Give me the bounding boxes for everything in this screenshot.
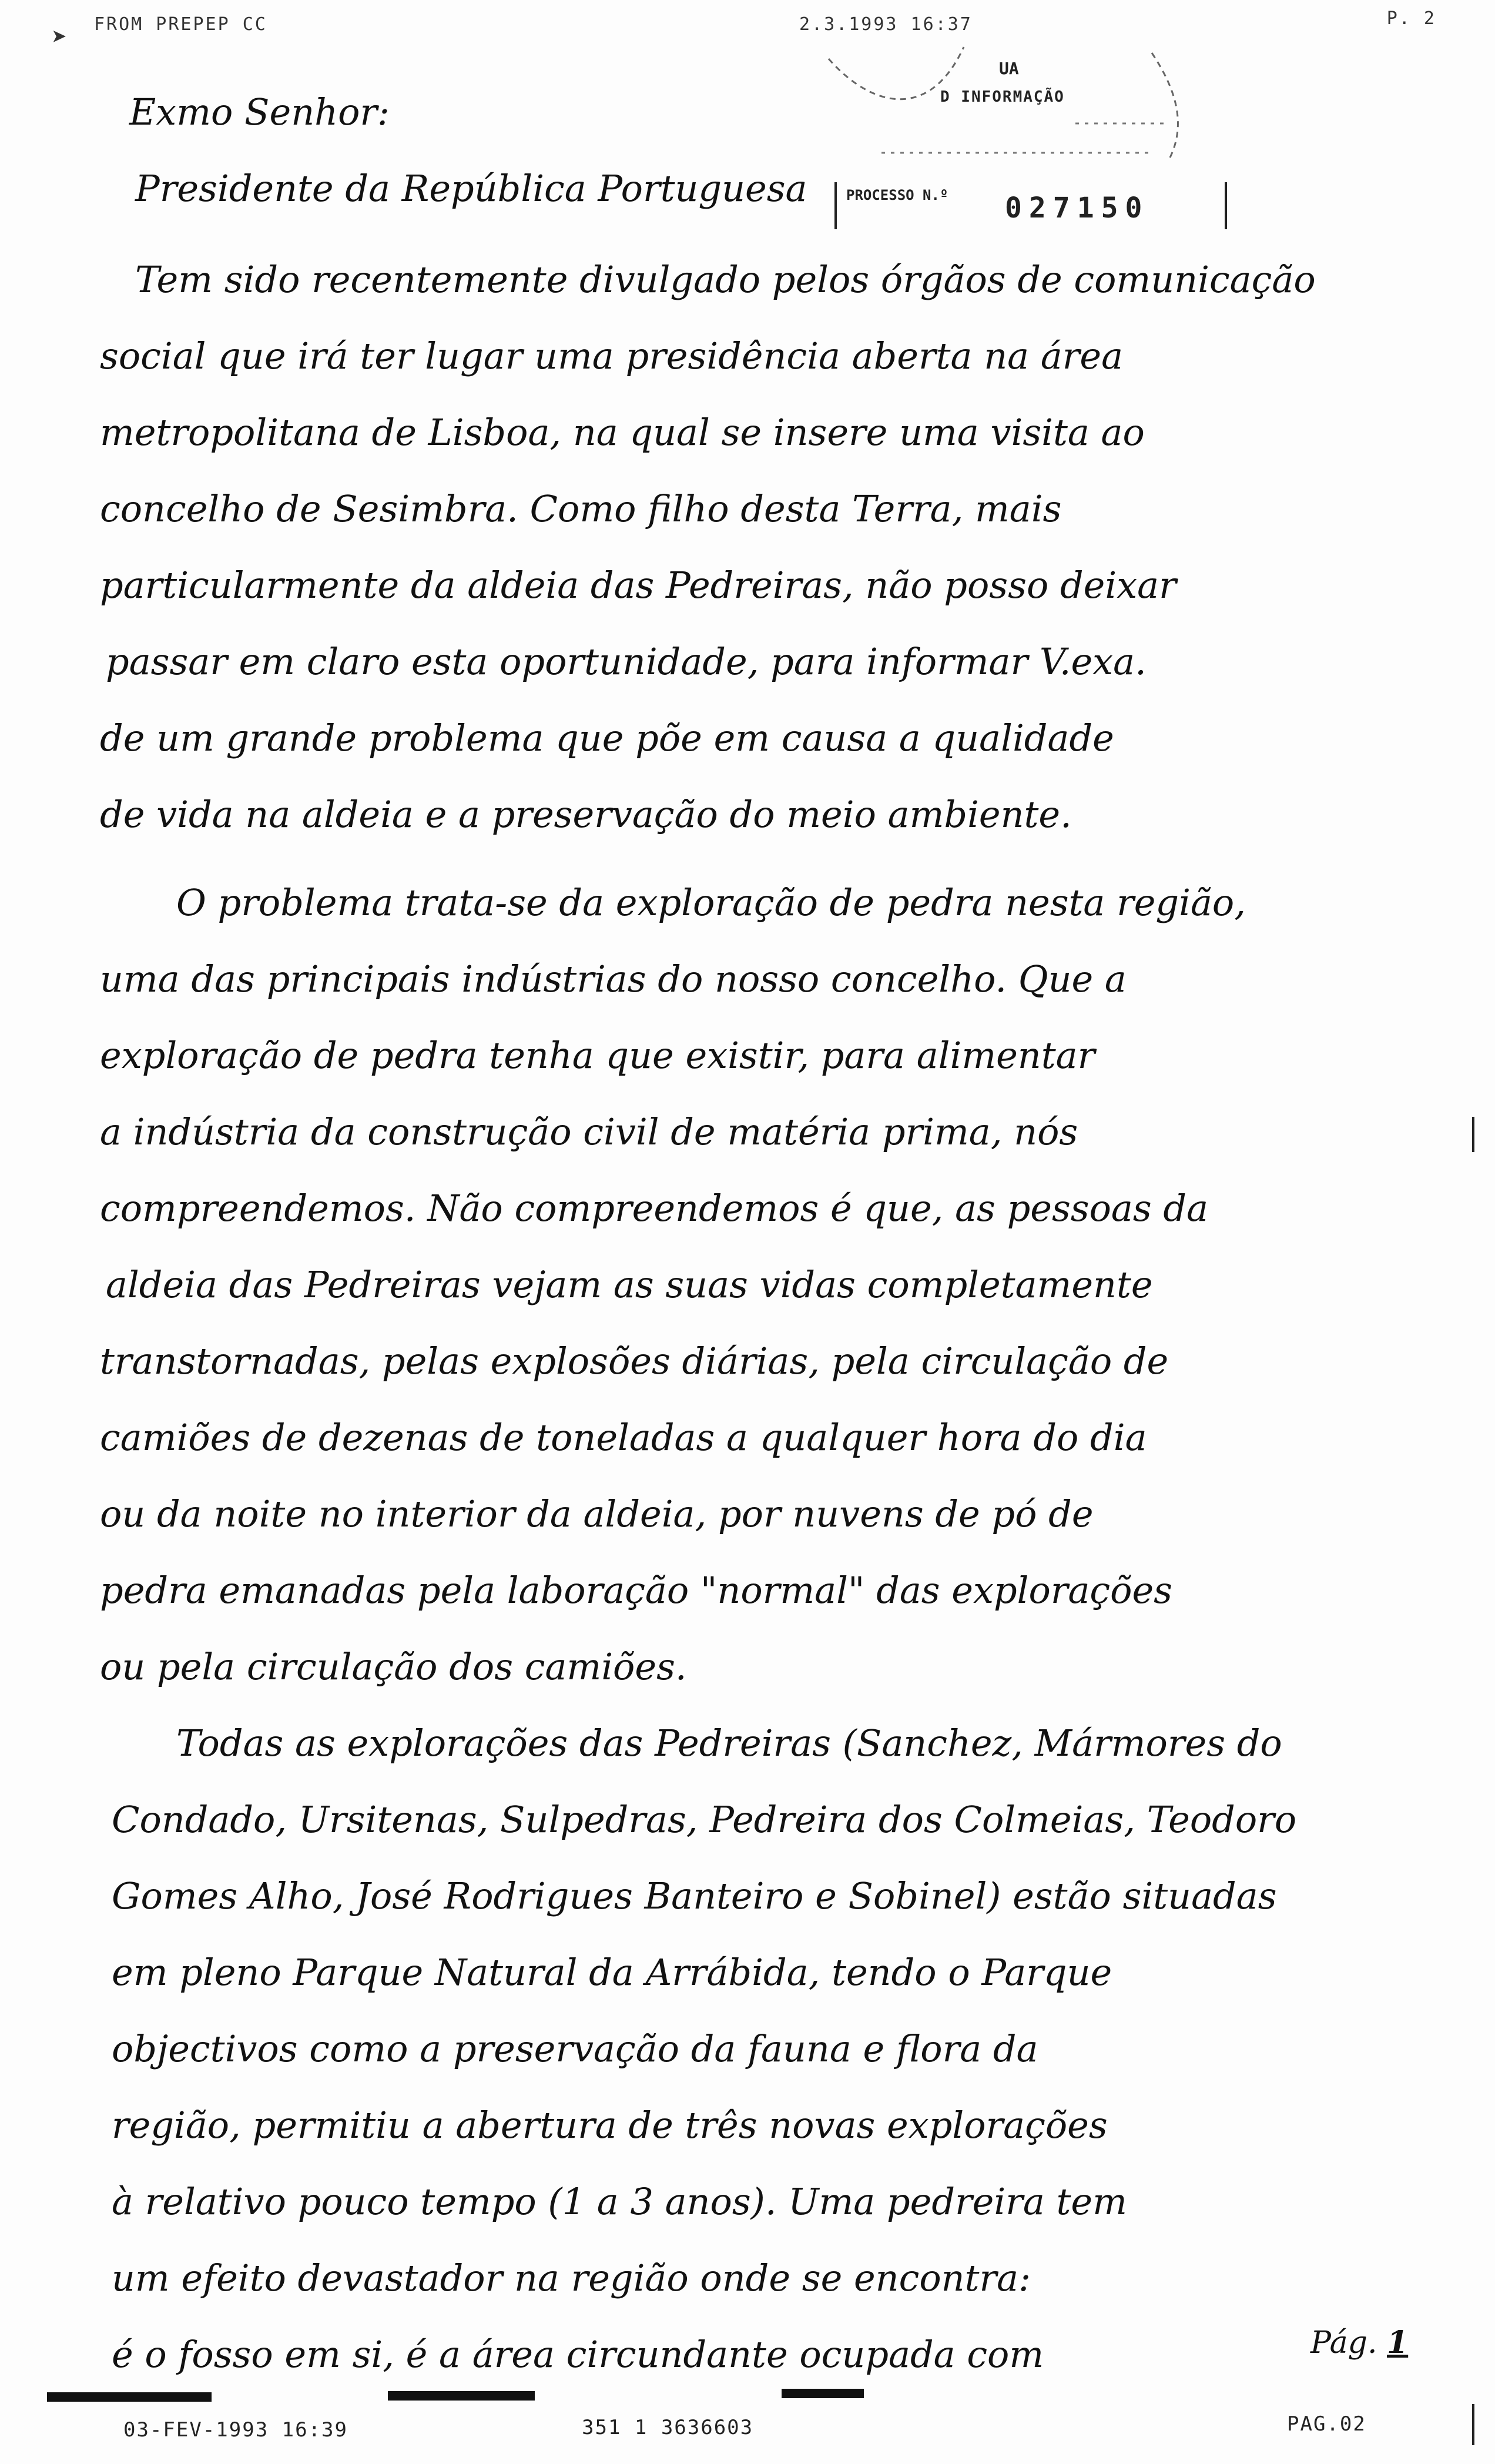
letter-line: de vida na aldeia e a preservação do meio ambiente. [100,793,1072,836]
letter-salutation: Exmo Senhor: [129,91,390,133]
fax-from: FROM PREPEP CC [94,14,267,35]
stamp-org-line1: UA [999,59,1019,78]
letter-line: Gomes Alho, José Rodrigues Banteiro e Sobinel) estão situadas [112,1874,1277,1917]
fax-footer-bar [47,2392,212,2402]
letter-addressee: Presidente da República Portuguesa [135,167,807,210]
fax-footer [0,2386,1495,2457]
letter-line: pedra emanadas pela laboração "normal" das explorações [100,1569,1172,1612]
stamp-org-line2: D INFORMAÇÃO [940,88,1065,106]
page-mark-number: 1 [1387,2325,1409,2361]
letter-line: compreendemos. Não compreendemos é que, as pessoas da [100,1187,1209,1230]
letter-line: ou pela circulação dos camiões. [100,1645,687,1688]
letter-line: social que irá ter lugar uma presidência aberta na área [100,334,1124,377]
fax-footer-phone: 351 1 3636603 [582,2416,754,2439]
scan-edge-mark [1472,1117,1474,1152]
letter-line: em pleno Parque Natural da Arrábida, tendo o Parque [112,1951,1112,1994]
fax-footer-bar [782,2389,864,2398]
letter-line: é o fosso em si, é a área circundante ocupada com [112,2333,1044,2376]
letter-line: aldeia das Pedreiras vejam as suas vidas completamente [106,1263,1153,1306]
letter-line: particularmente da aldeia das Pedreiras, não posso deixar [100,564,1176,607]
registry-stamp [823,35,1234,225]
letter-line: metropolitana de Lisboa, na qual se insere uma visita ao [100,411,1145,454]
letter-line: objectivos como a preservação da fauna e flora da [112,2027,1038,2070]
fax-footer-bar [388,2391,535,2401]
letter-line: passar em claro esta oportunidade, para informar V.exa. [106,640,1147,683]
letter-line: exploração de pedra tenha que existir, para alimentar [100,1034,1095,1077]
letter-line: ou da noite no interior da aldeia, por nuvens de pó de [100,1492,1094,1535]
stamp-process-number: 027150 [1005,192,1149,225]
letter-line: O problema trata-se da exploração de pedra nesta região, [176,881,1246,924]
fax-page-number: P. 2 [1386,8,1436,29]
letter-line: Tem sido recentemente divulgado pelos órgãos de comunicação [135,258,1316,301]
fax-footer-timestamp: 03-FEV-1993 16:39 [123,2418,348,2442]
letter-line: camiões de dezenas de toneladas a qualquer hora do dia [100,1416,1147,1459]
fax-timestamp: 2.3.1993 16:37 [799,14,973,35]
letter-line: a indústria da construção civil de matéria prima, nós [100,1110,1078,1153]
letter-line: transtornadas, pelas explosões diárias, pela circulação de [100,1340,1169,1382]
stamp-seal-icon [823,35,1234,176]
letter-line: região, permitiu a abertura de três novas explorações [112,2104,1108,2147]
scan-edge-mark [1472,2404,1474,2445]
letter-line: uma das principais indústrias do nosso concelho. Que a [100,958,1127,1000]
letter-line: de um grande problema que põe em causa a qualidade [100,717,1114,759]
page-mark-label: Pág. [1310,2325,1377,2361]
letter-line: à relativo pouco tempo (1 a 3 anos). Uma pedreira tem [112,2180,1127,2223]
letter-line: concelho de Sesimbra. Como filho desta Terra, mais [100,487,1062,530]
stamp-process-label: PROCESSO N.º [846,187,948,203]
fax-footer-page: PAG.02 [1287,2412,1366,2436]
letter-line: Condado, Ursitenas, Sulpedras, Pedreira dos Colmeias, Teodoro [112,1798,1297,1841]
page-mark [1310,2325,1408,2361]
fax-header [41,8,1471,52]
letter-line: Todas as explorações das Pedreiras (Sanchez, Mármores do [176,1722,1282,1765]
fax-arrow-icon: ➤ [52,22,68,52]
letter-line: um efeito devastador na região onde se encontra: [112,2257,1031,2299]
